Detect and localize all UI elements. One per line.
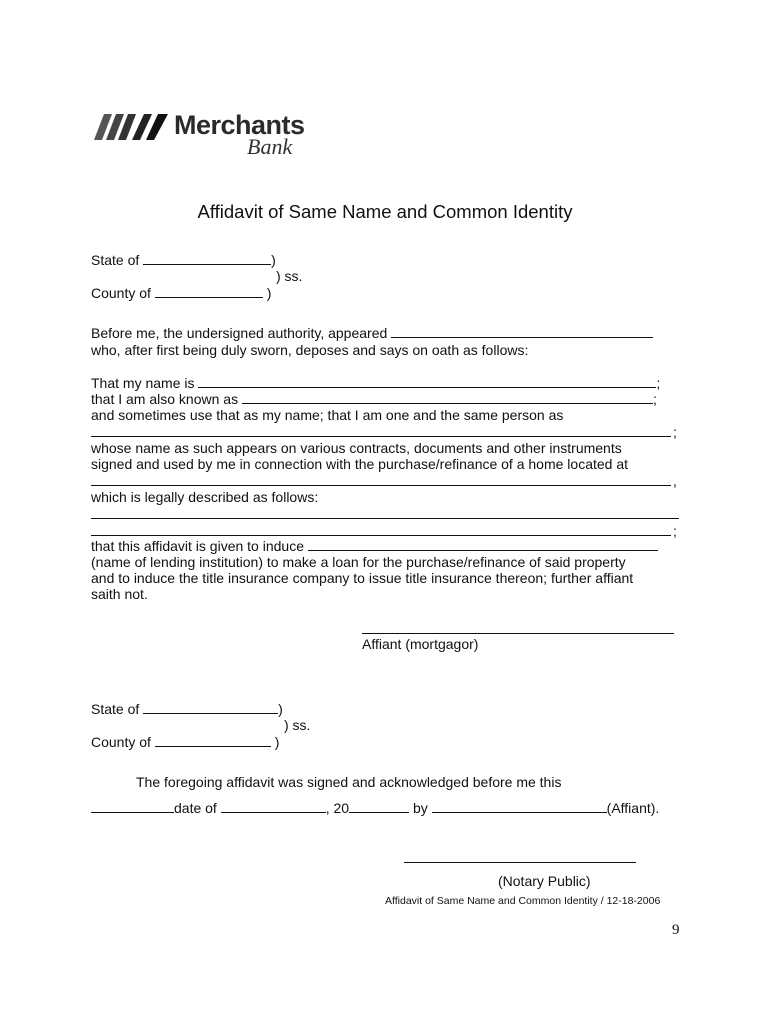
ack-twenty-label: , 20 <box>325 800 350 816</box>
affiant-signature-field[interactable] <box>362 633 674 634</box>
venue2-state-label: State of <box>91 701 140 717</box>
page-number: 9 <box>672 922 680 938</box>
ack-by-label: by <box>412 800 428 816</box>
title-insurance-text: and to induce the title insurance company to issue title insurance thereon; further affiant <box>91 570 634 586</box>
venue2-county-field[interactable] <box>155 734 271 747</box>
venue2-state-row <box>91 701 283 718</box>
venue2-county-label: County of <box>91 734 151 750</box>
also-known-semicolon: ; <box>652 391 657 407</box>
lending-text: (name of lending institution) to make a loan for the purchase/refinance of said property <box>91 554 626 570</box>
venue2-ss: ) ss. <box>284 717 311 733</box>
legally-described-text: which is legally described as follows: <box>91 489 319 505</box>
venue2-state-field[interactable] <box>143 701 278 714</box>
ack-day-field[interactable] <box>91 800 174 813</box>
document-title: Affidavit of Same Name and Common Identity <box>197 201 573 222</box>
ack-affiant-name-field[interactable] <box>432 800 607 813</box>
merchants-bank-logo <box>92 108 322 160</box>
home-address-field[interactable] <box>91 485 671 486</box>
also-known-text: that I am also known as <box>91 391 239 407</box>
venue1-county-paren: ) <box>266 285 272 301</box>
induce-row <box>91 538 658 555</box>
ack-month-field[interactable] <box>221 800 326 813</box>
also-known-row <box>91 391 657 408</box>
sworn-text: who, after first being duly sworn, deposes and says on oath as follows: <box>91 342 529 358</box>
logo-bank-text: Bank <box>247 134 293 159</box>
venue2-county-row <box>91 734 279 751</box>
venue1-state-paren: ) <box>271 252 276 268</box>
my-name-semicolon: ; <box>656 375 661 391</box>
venue2-county-paren: ) <box>274 734 280 750</box>
appeared-row <box>91 325 653 342</box>
signed-used-text: signed and used by me in connection with the purchase/refinance of a home located at <box>91 456 629 472</box>
document-footer: Affidavit of Same Name and Common Identity / 12-18-2006 <box>385 895 661 907</box>
logo-merchants-text: Merchants <box>174 110 305 140</box>
venue1-state-label: State of <box>91 252 140 268</box>
whose-name-text: whose name as such appears on various contracts, documents and other instruments <box>91 440 622 456</box>
affiant-label: Affiant (mortgagor) <box>362 636 479 652</box>
my-name-field[interactable] <box>198 375 656 388</box>
acknowledgment-text: The foregoing affidavit was signed and acknowledged before me this <box>136 774 562 790</box>
venue2-state-paren: ) <box>278 701 283 717</box>
also-known-field[interactable] <box>242 391 653 404</box>
saith-text: saith not. <box>91 586 148 602</box>
venue1-state-field[interactable] <box>143 252 271 265</box>
appeared-text: Before me, the undersigned authority, appeared <box>91 325 388 341</box>
venue1-county-row <box>91 285 271 302</box>
ack-year-field[interactable] <box>349 800 409 813</box>
legal-description-line-2[interactable] <box>91 535 671 536</box>
same-person-semicolon: ; <box>673 424 677 440</box>
same-person-field[interactable] <box>91 436 671 437</box>
sometimes-text: and sometimes use that as my name; that I am one and the same person as <box>91 407 564 423</box>
legal-description-semicolon: ; <box>673 523 677 539</box>
induce-text: that this affidavit is given to induce <box>91 538 304 554</box>
ack-affiant-label: (Affiant). <box>606 800 660 816</box>
notary-signature-field[interactable] <box>404 862 636 863</box>
merchants-logo-mark-icon <box>92 112 172 142</box>
lending-institution-field[interactable] <box>308 538 658 551</box>
venue1-county-field[interactable] <box>155 285 263 298</box>
my-name-text: That my name is <box>91 375 195 391</box>
appeared-name-field[interactable] <box>391 325 653 338</box>
home-address-comma: , <box>673 473 677 489</box>
acknowledgment-date-row <box>91 800 659 817</box>
legal-description-line-1[interactable] <box>91 518 679 519</box>
my-name-row <box>91 375 660 392</box>
venue1-county-label: County of <box>91 285 151 301</box>
ack-date-of-label: date of <box>174 800 217 816</box>
notary-label: (Notary Public) <box>498 873 591 889</box>
venue1-state-row <box>91 252 276 269</box>
venue1-ss: ) ss. <box>276 268 303 284</box>
